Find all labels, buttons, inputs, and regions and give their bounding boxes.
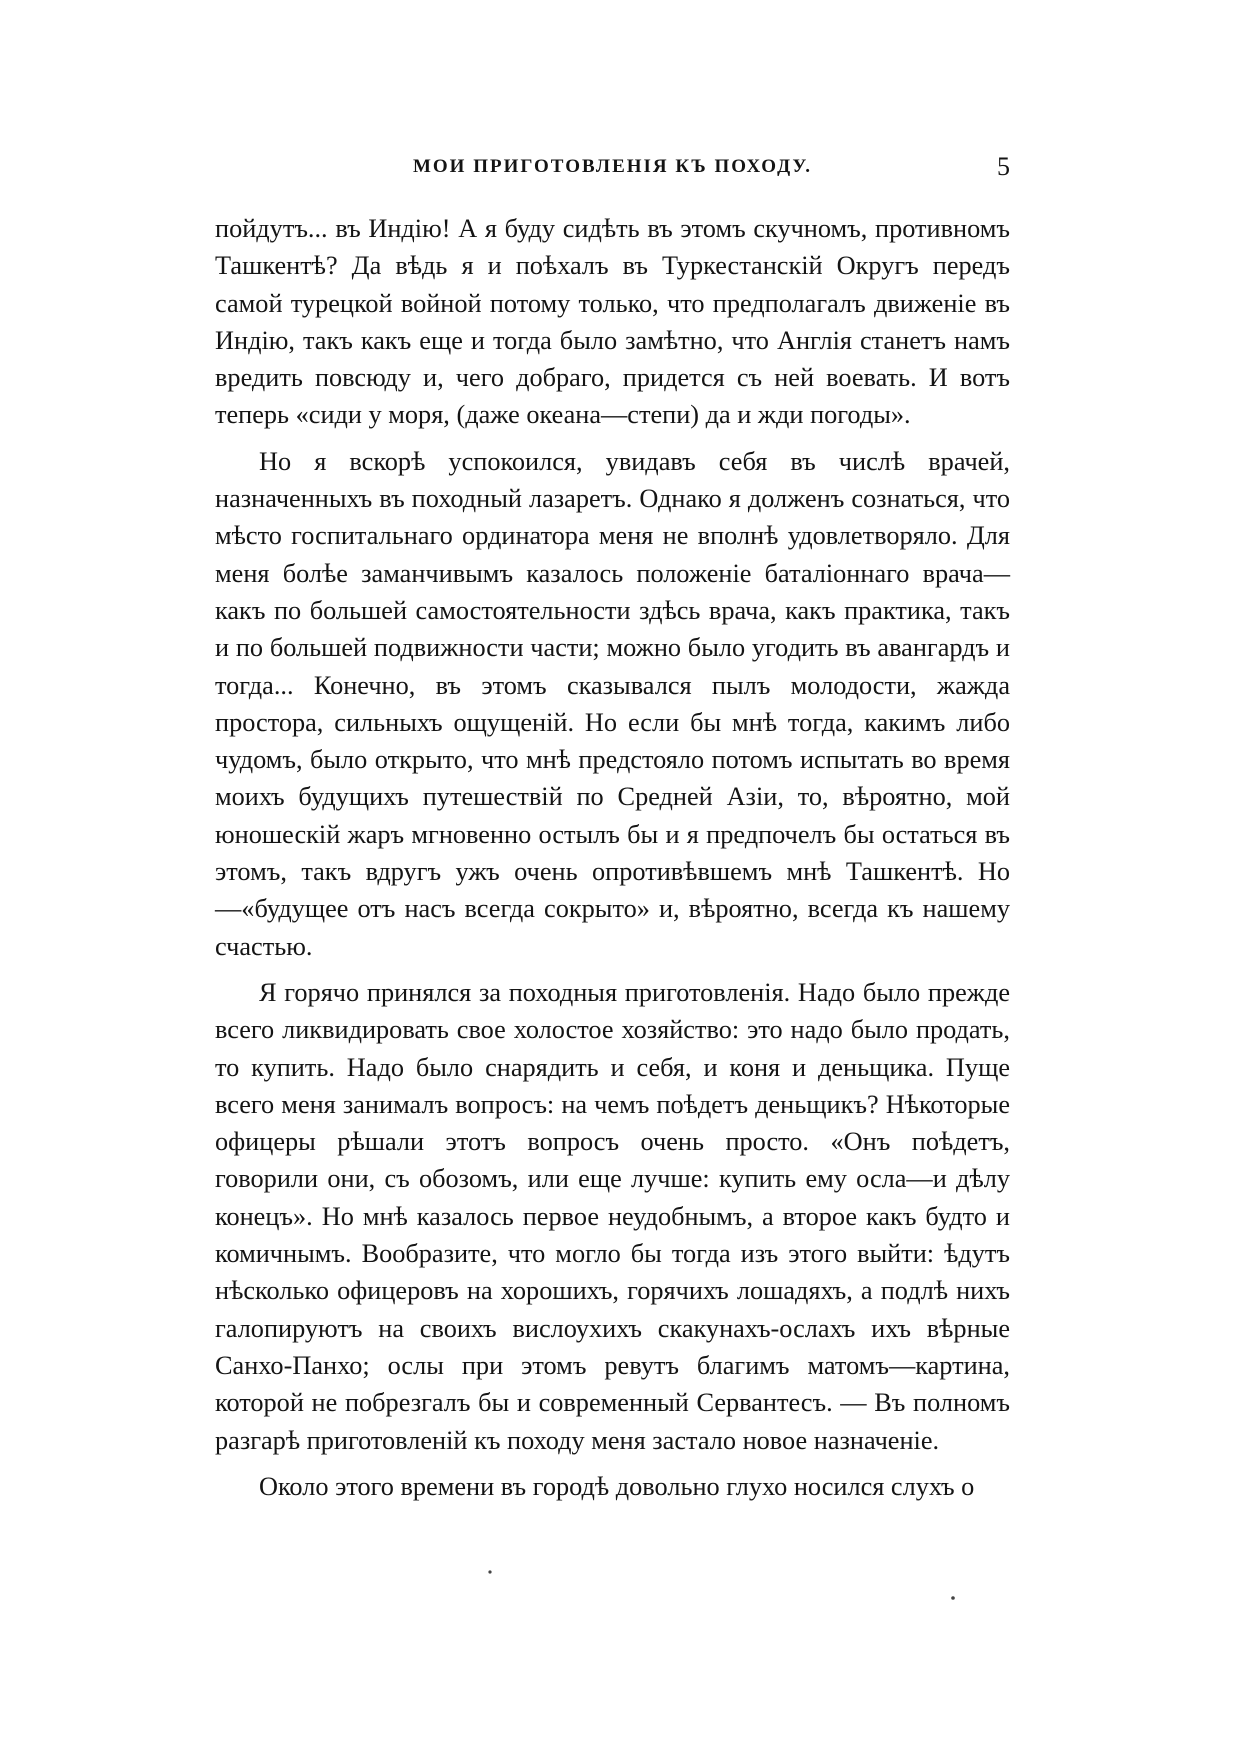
ink-speck [951, 1596, 955, 1600]
paragraph: Но я вскорѣ успокоился, увидавъ себя въ числѣ врачей, назначенныхъ въ походный лазаретъ. Однако я долженъ сознаться, что мѣсто госпитальнаго ординатора меня не вполнѣ удовлетворяло. Для меня болѣе заманчивымъ казалось положеніе баталіоннаго врача— какъ по большей самостоятельности здѣсь врача, какъ практика, такъ и по большей подвижности части; можно было угодить въ авангардъ и тогда... Конечно, въ этомъ сказывался пылъ молодости, жажда простора, сильныхъ ощущеній. Но если бы мнѣ тогда, какимъ либо чудомъ, было открыто, что мнѣ предстояло потомъ испытать во время моихъ будущихъ путешествій по Средней Азіи, то, вѣроятно, мой юношескій жаръ мгновенно остылъ бы и я предпочелъ бы остаться въ этомъ, такъ вдругъ ужъ очень опротивѣвшемъ мнѣ Ташкентѣ. Но—«будущее отъ насъ всегда сокрыто» и, вѣроятно, всегда къ нашему счастью. [215, 446, 1010, 961]
page-number: 5 [997, 152, 1010, 181]
running-title: МОИ ПРИГОТОВЛЕНІЯ КЪ ПОХОДУ. [412, 156, 813, 177]
paragraph-last: Около этого времени въ городѣ довольно глухо носился слухъ о [259, 1471, 975, 1501]
body-text [215, 210, 1010, 1505]
page-header [215, 152, 1010, 196]
ink-speck [488, 1570, 491, 1573]
paragraph: Я горячо принялся за походныя приготовленія. Надо было прежде всего ликвидировать свое холостое хозяйство: это надо было продать, то купить. Надо было снарядить и себя, и коня и деньщика. Пуще всего меня занималъ вопросъ: на чемъ поѣдетъ деньщикъ? Нѣкоторые офицеры рѣшали этотъ вопросъ очень просто. «Онъ поѣдетъ, говорили они, съ обозомъ, или еще лучше: купить ему осла—и дѣлу конецъ». Но мнѣ казалось первое неудобнымъ, а второе какъ будто и комичнымъ. Вообразите, что могло бы тогда изъ этого выйти: ѣдутъ нѣсколько офицеровъ на хорошихъ, горячихъ лошадяхъ, а подлѣ нихъ галопируютъ на своихъ вислоухихъ скакунахъ-ослахъ ихъ вѣрные Санхо-Панхо; ослы при этомъ ревутъ благимъ матомъ—картина, которой не побрезгалъ бы и современный Сервантесъ. — Въ полномъ разгарѣ приготовленій къ походу меня застало новое назначеніе. [215, 977, 1010, 1455]
paragraph-continuation: пойдутъ... въ Индію! А я буду сидѣть въ этомъ скучномъ, противномъ Ташкентѣ? Да вѣдь я и поѣхалъ въ Туркестанскій Округъ передъ самой турецкой войной потому только, что предполагалъ движеніе въ Индію, такъ какъ еще и тогда было замѣтно, что Англія станетъ намъ вредить повсюду и, чего добраго, придется съ ней воевать. И вотъ теперь «сиди у моря, (даже океана—степи) да и жди погоды». [215, 214, 1010, 430]
